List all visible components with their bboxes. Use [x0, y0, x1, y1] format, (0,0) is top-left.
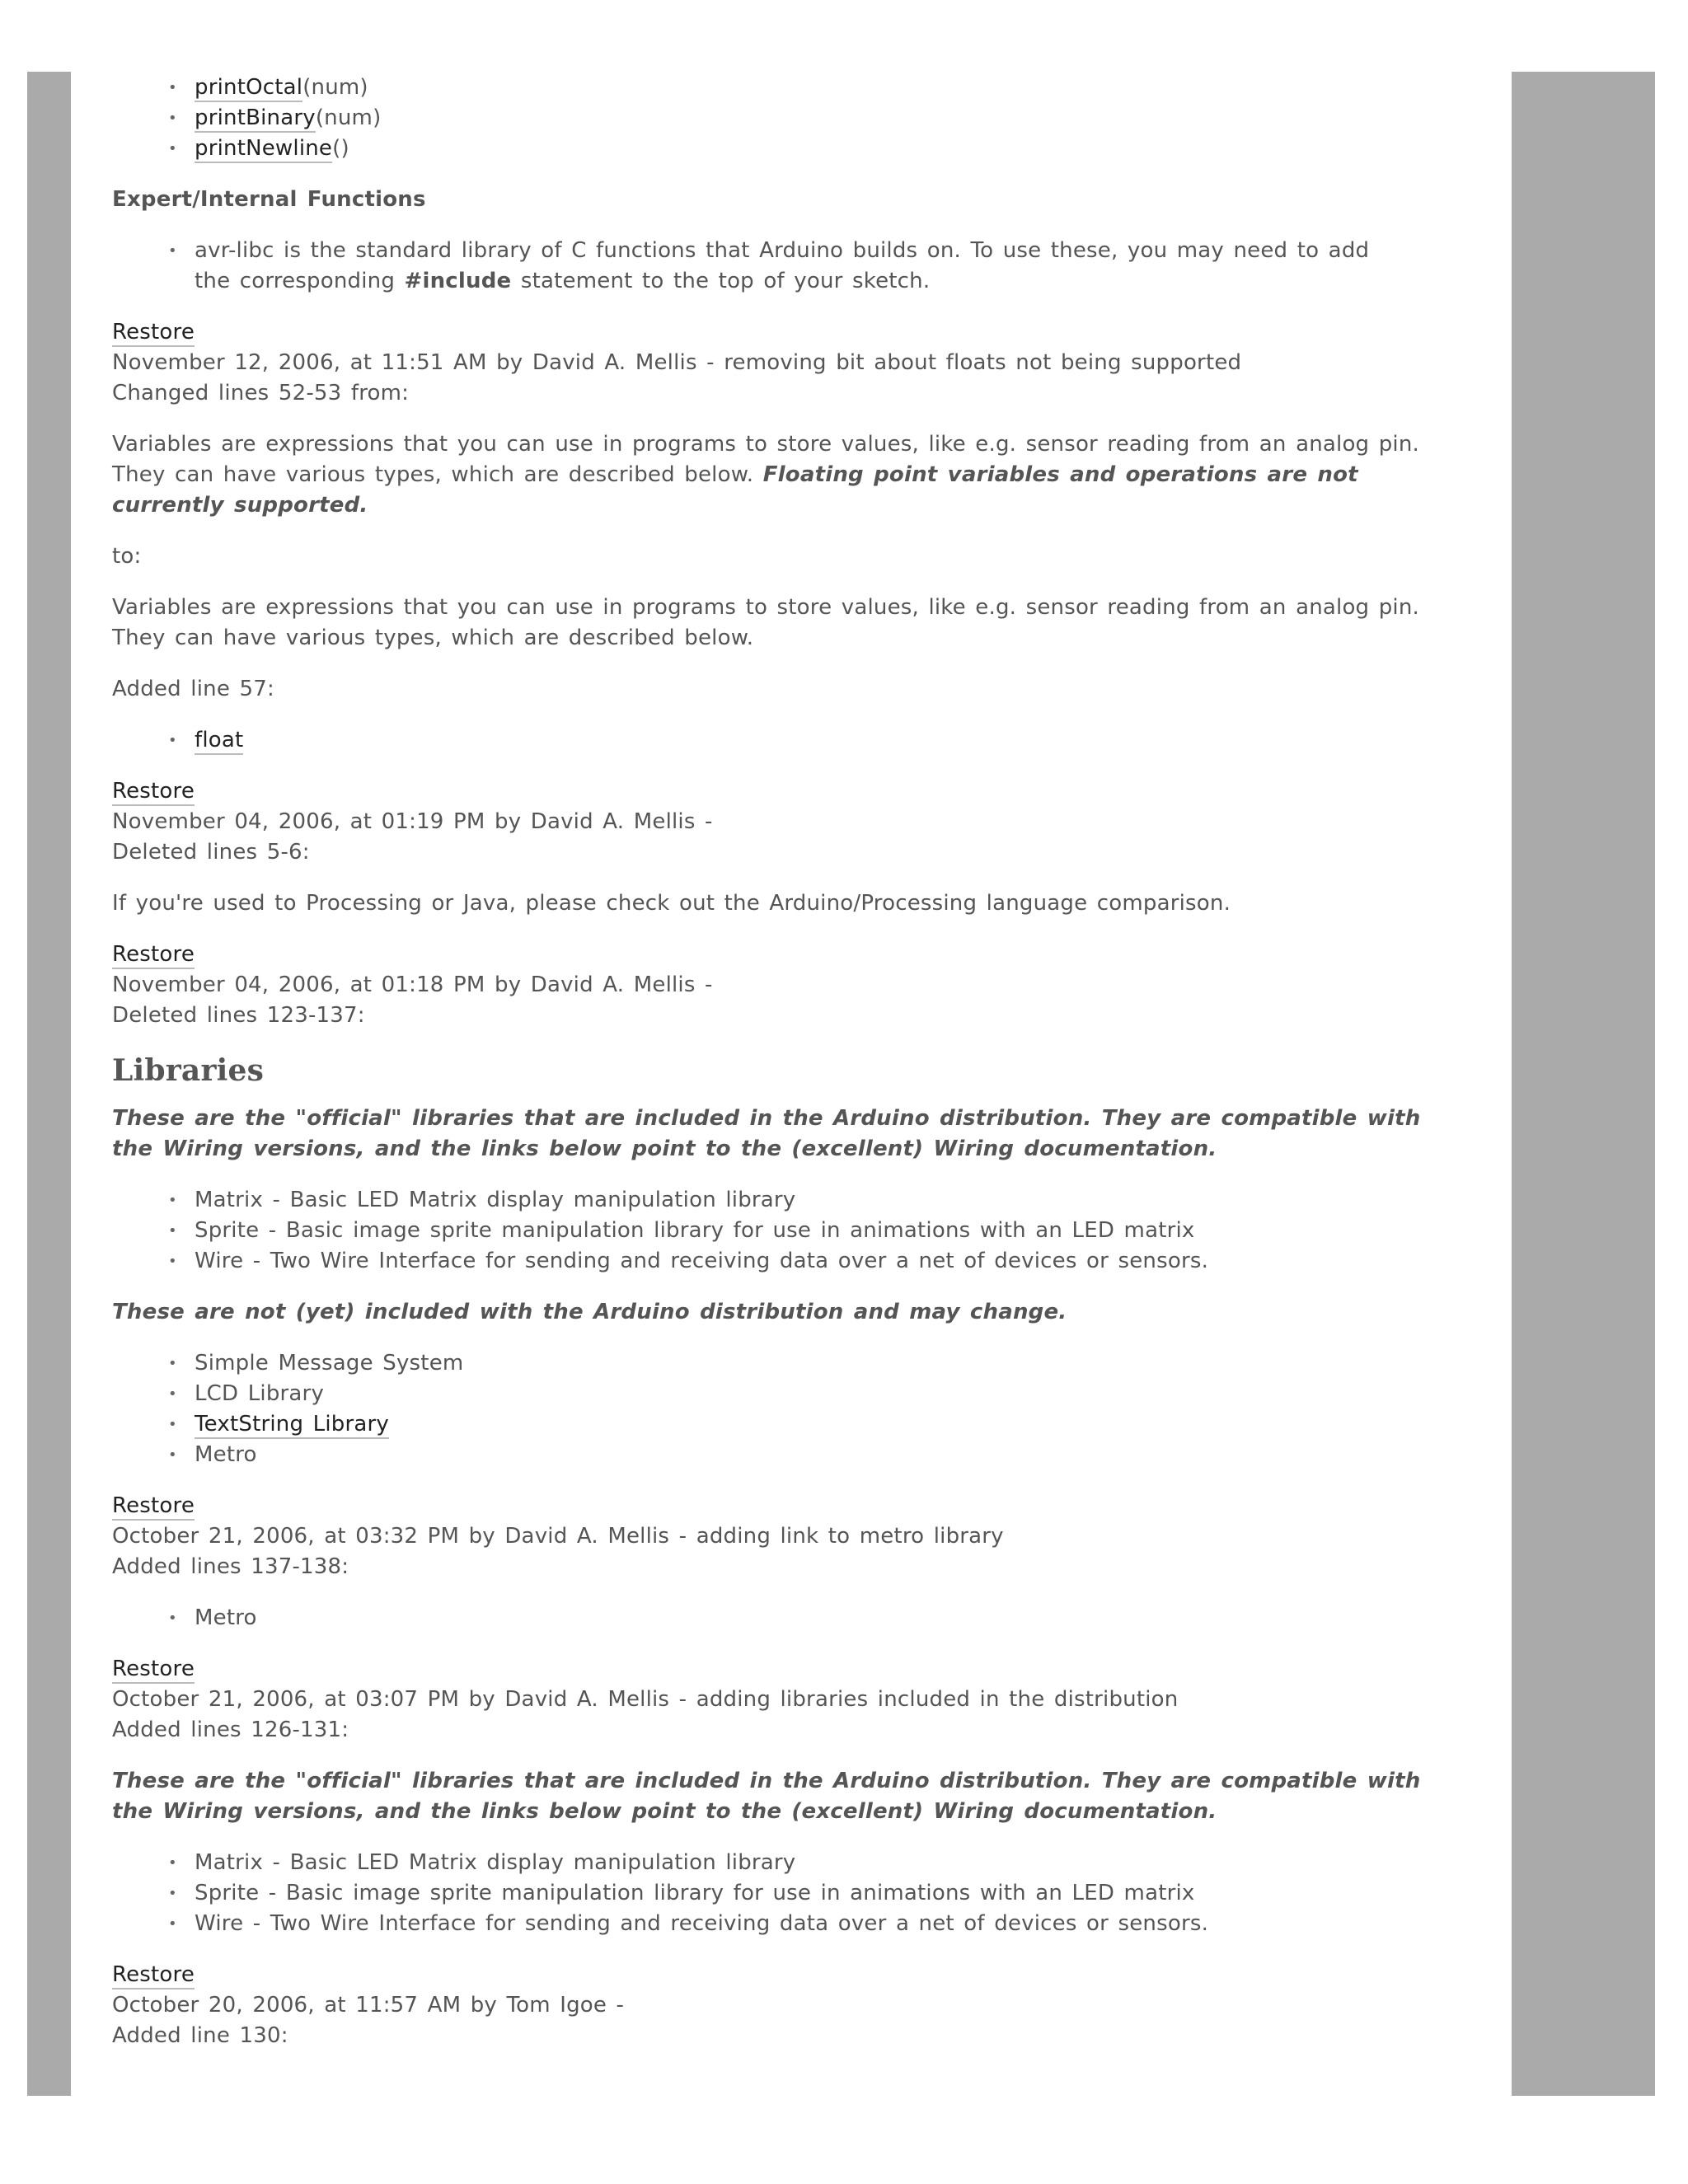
float-link[interactable]: float [195, 728, 243, 755]
restore-link[interactable]: Restore [112, 779, 195, 806]
include-keyword: #include [404, 269, 512, 293]
avr-text-end: statement to the top of your sketch. [511, 269, 931, 293]
revision-date: October 20, 2006, at 11:57 AM by Tom Igoe - [112, 1993, 625, 2018]
list-item [195, 1409, 1431, 1440]
list-item: • Sprite - Basic image sprite manipulation library for use in animations with an LED matrix [195, 1216, 1431, 1246]
revision-6 [112, 1960, 1431, 2051]
restore-link[interactable]: Restore [112, 1962, 195, 1990]
print-functions-list [112, 73, 1431, 164]
revision-change: Added lines 137-138: [112, 1554, 349, 1579]
list-item [195, 73, 1431, 103]
page-content [112, 73, 1431, 2051]
expert-heading: Expert/Internal Functions [112, 187, 426, 212]
avr-text: avr-libc is the standard library of C functions that Arduino builds on. To use these, you may need to add the corresponding [195, 238, 1370, 293]
list-item: • Sprite - Basic image sprite manipulation library for use in animations with an LED matrix [195, 1878, 1431, 1909]
list-item: • Simple Message System [195, 1348, 1431, 1379]
list-item: • Wire - Two Wire Interface for sending and receiving data over a net of devices or sensors. [195, 1909, 1431, 1939]
list-item: • Matrix - Basic LED Matrix display manipulation library [195, 1848, 1431, 1878]
list-item: • Matrix - Basic LED Matrix display manipulation library [195, 1185, 1431, 1216]
left-margin-bar [27, 72, 71, 2096]
official-libraries-list [112, 1848, 1431, 1939]
list-item-suffix: (num) [315, 105, 382, 130]
list-item: • LCD Library [195, 1379, 1431, 1409]
restore-link[interactable]: Restore [112, 320, 195, 347]
processing-text: If you're used to Processing or Java, please check out the Arduino/Processing language comparison. [112, 891, 1231, 916]
variables-text: Variables are expressions that you can use in programs to store values, like e.g. sensor reading from an analog pin. They can have various types, which are described below. [112, 432, 1419, 487]
revision-3 [112, 940, 1431, 1031]
revision-change: Changed lines 52-53 from: [112, 381, 410, 405]
right-margin-bar [1512, 72, 1655, 2096]
revision-5 [112, 1654, 1431, 1746]
revision-2 [112, 776, 1431, 868]
variables-text-old [112, 429, 1431, 521]
print-newline-link[interactable]: printNewline [195, 136, 332, 163]
libraries-heading: Libraries [112, 1053, 265, 1088]
list-item [195, 134, 1431, 164]
revision-change: Added line 130: [112, 2023, 288, 2048]
restore-link[interactable]: Restore [112, 1657, 195, 1684]
list-item [195, 236, 1381, 297]
revision-date: November 04, 2006, at 01:18 PM by David A. Mellis - [112, 972, 713, 997]
not-yet-included-text: These are not (yet) included with the Arduino distribution and may change. [112, 1300, 1067, 1324]
float-list [112, 725, 1431, 756]
official-libraries-list [112, 1185, 1431, 1277]
revision-date: October 21, 2006, at 03:32 PM by David A. Mellis - adding link to metro library [112, 1524, 1004, 1549]
revision-date: November 12, 2006, at 11:51 AM by David A. Mellis - removing bit about floats not being supported [112, 350, 1242, 375]
not-yet-libraries-list [112, 1348, 1431, 1470]
list-item: • Metro [195, 1440, 1431, 1470]
official-libraries-text: These are the "official" libraries that are included in the Arduino distribution. They are compatible with the Wiring versions, and the links below point to the (excellent) Wiring documentation. [112, 1106, 1421, 1161]
restore-link[interactable]: Restore [112, 1493, 195, 1521]
revision-date: November 04, 2006, at 01:19 PM by David A. Mellis - [112, 809, 713, 834]
variables-text-new: Variables are expressions that you can use in programs to store values, like e.g. sensor reading from an analog pin. They can have various types, which are described below. [112, 595, 1419, 650]
list-item-suffix: () [332, 136, 349, 161]
textstring-library-link[interactable]: TextString Library [195, 1412, 389, 1439]
revision-change: Deleted lines 5-6: [112, 840, 310, 865]
avr-list [112, 236, 1431, 297]
revision-change: Deleted lines 123-137: [112, 1003, 365, 1028]
revision-4 [112, 1491, 1431, 1582]
print-binary-link[interactable]: printBinary [195, 105, 316, 133]
list-item-suffix: (num) [302, 75, 368, 100]
metro-list [112, 1603, 1431, 1633]
print-octal-link[interactable]: printOctal [195, 75, 302, 102]
floating-point-note: Floating point variables and operations are not currently supported. [112, 462, 1358, 518]
list-item: • Wire - Two Wire Interface for sending and receiving data over a net of devices or sensors. [195, 1246, 1431, 1277]
revision-change: Added lines 126-131: [112, 1718, 349, 1742]
added-line-57: Added line 57: [112, 677, 274, 701]
list-item: • Metro [195, 1603, 1431, 1633]
official-libraries-text: These are the "official" libraries that are included in the Arduino distribution. They are compatible with the Wiring versions, and the links below point to the (excellent) Wiring documentation. [112, 1769, 1421, 1824]
revision-date: October 21, 2006, at 03:07 PM by David A. Mellis - adding libraries included in the distribution [112, 1687, 1179, 1712]
to-label: to: [112, 544, 142, 569]
revision-1 [112, 317, 1431, 409]
restore-link[interactable]: Restore [112, 942, 195, 969]
list-item [195, 725, 1431, 756]
list-item [195, 103, 1431, 134]
